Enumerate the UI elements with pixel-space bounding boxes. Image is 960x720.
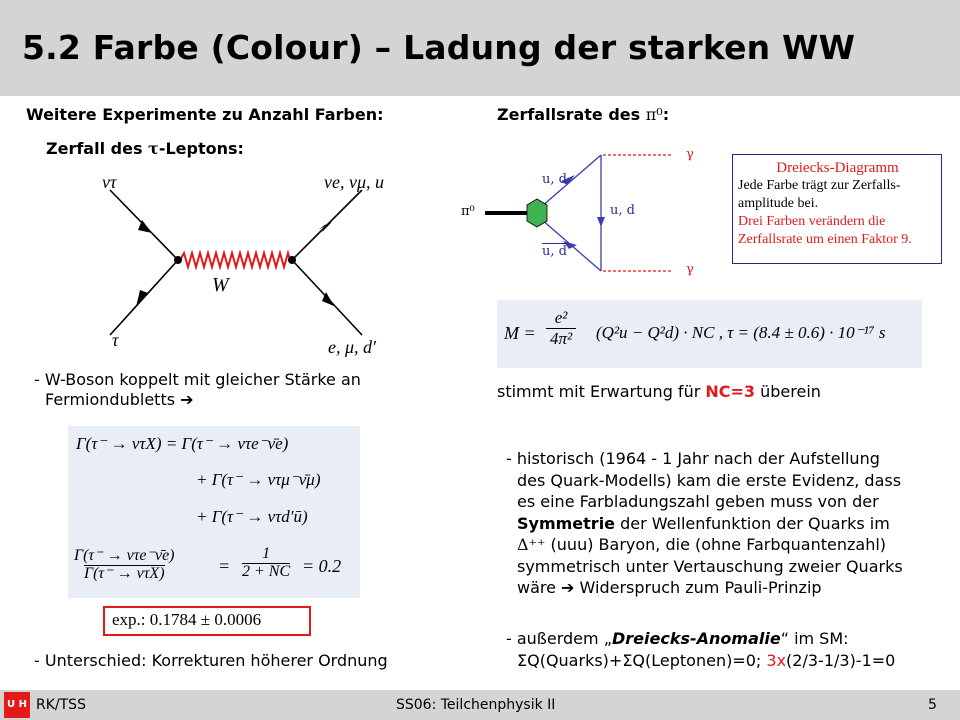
label-ud-right: u, d [610,203,635,218]
formula-line-1: Γ(τ⁻ → ντX) = Γ(τ⁻ → ντe⁻ν̄e) [76,434,289,453]
box-line-4: Zerfallsrate um einen Faktor 9. [738,232,912,247]
label-bottom-right: e, μ, d′ [328,337,376,357]
page-number: 5 [928,697,937,713]
label-top-right: νe, νμ, u [324,172,385,192]
label-gamma-top: γ [686,147,694,162]
footer-course: SS06: Teilchenphysik II [396,697,556,713]
box-line-2: amplitude bei. [738,196,819,211]
footer-author: RK/TSS [36,697,86,713]
formula-result: = 0.2 [302,556,342,576]
bullet-w-boson: - W-Boson koppelt mit gleicher Stärke an Fermiondubletts ➔ [34,370,361,409]
historical-paragraph: - historisch (1964 - 1 Jahr nach der Aufstellung des Quark-Modells) kam die erste Evidenz, dass es eine Farbladungszahl geben muss von der Symmetrie der Wellenfunktion der Quarks im Δ⁺⁺ (uuu) Baryon, die (ohne Farbquantenzahl) symmetrisch unter Vertauschung zweier Quarks wäre ➔ Widerspruch zum Pauli-Prinzip [506,449,903,597]
label-tau: τ [112,330,119,350]
university-logo: U H [4,692,30,718]
box-line-3: Drei Farben verändern die [738,214,886,229]
left-heading: Weitere Experimente zu Anzahl Farben: [26,105,384,124]
vertex-left [174,256,182,264]
triangle-feynman-diagram [455,145,715,290]
box-title: Dreiecks-Diagramm [776,160,899,176]
arrow-upper-right [318,222,332,232]
anomaly-paragraph: - außerdem „Dreiecks-Anomalie“ im SM: ΣQ(Quarks)+ΣQ(Leptonen)=0; 3x(2/3-1/3)-1=0 [506,629,896,670]
slide-title: 5.2 Farbe (Colour) – Ladung der starken WW [22,28,856,67]
formula-e2-fraction: e² 4π² [546,308,576,349]
formula-fraction: Γ(τ⁻ → ντe⁻ν̄e) Γ(τ⁻ → ντX) [74,547,175,582]
label-nu-tau: ντ [102,172,117,192]
label-gamma-bottom: γ [686,262,694,277]
tau-decay-heading: Zerfall des τ-Leptons: [46,139,244,158]
box-line-1: Jede Farbe trägt zur Zerfalls- [738,178,901,193]
label-w: W [212,274,229,296]
arrow-vertical [597,217,605,227]
label-ud-bottom: u, d [542,244,567,259]
formula-equals: = [218,556,231,576]
label-pi0: π⁰ [461,204,475,219]
triangle-diagram-box [732,154,942,264]
pi0-blob [527,199,547,227]
formula-one-over: 1 2 + NC [242,545,291,580]
formula-rest: (Q²u − Q²d) · NC , τ = (8.4 ± 0.6) · 10⁻¹⁷ s [596,323,886,342]
label-ud-top: u, d [542,172,567,187]
pi0-heading: Zerfallsrate des π⁰: [497,105,670,124]
formula-m: M = [504,323,536,343]
vertex-right [288,256,296,264]
arrow-tau [136,290,148,307]
bullet-corrections: - Unterschied: Korrekturen höherer Ordnung [34,651,388,670]
w-boson-wavy-line [180,253,290,267]
experimental-value: exp.: 0.1784 ± 0.0006 [112,610,262,629]
formula-line-3: + Γ(τ⁻ → ντd′ū) [196,507,308,526]
agreement-line: stimmt mit Erwartung für NC=3 überein [497,382,821,401]
formula-line-2: + Γ(τ⁻ → ντμ⁻ν̄μ) [196,470,321,489]
